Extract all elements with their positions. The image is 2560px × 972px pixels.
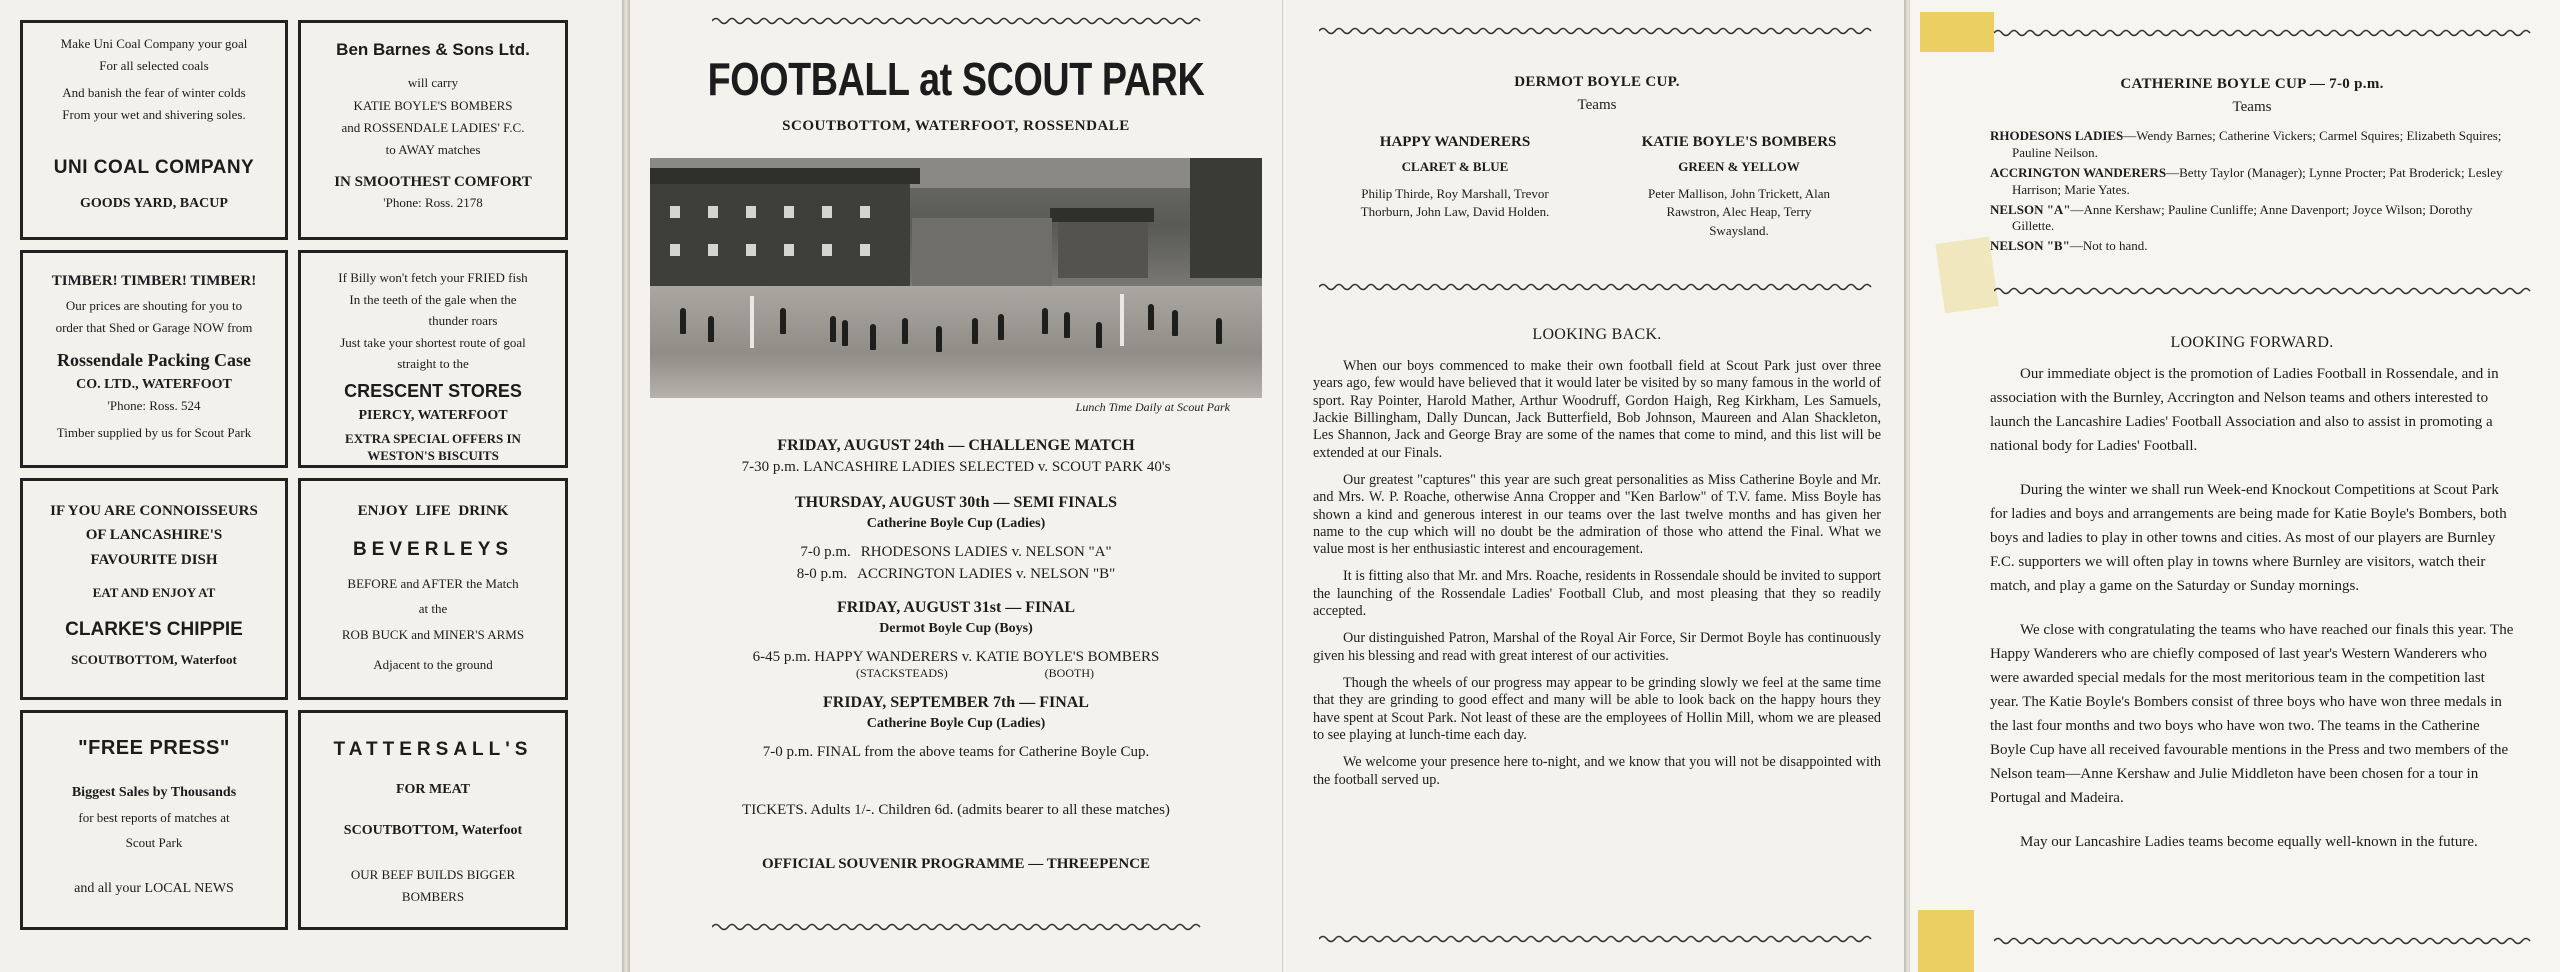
page-fold <box>622 0 630 972</box>
ad-line: BEFORE and AFTER the Match <box>347 575 519 591</box>
team-happy-wanderers <box>1313 132 1597 241</box>
ad-line: OF LANCASHIRE'S <box>85 527 223 544</box>
wavy-rule <box>1319 282 1875 292</box>
ad-crescent-stores <box>298 250 568 468</box>
ad-place: SCOUTBOTTOM, Waterfoot <box>343 822 523 838</box>
ad-line: OUR BEEF BUILDS BIGGER <box>350 867 516 883</box>
ad-line: ROB BUCK and MINER'S ARMS <box>341 626 525 642</box>
wavy-rule <box>712 16 1202 26</box>
ad-line: thunder roars <box>428 313 498 329</box>
ad-line: From your wet and shivering soles. <box>62 106 246 122</box>
ad-highlight: IN SMOOTHEST COMFORT <box>334 174 532 191</box>
dermot-page <box>1282 0 1910 972</box>
ad-sub: SCOUTBOTTOM, Waterfoot <box>71 651 237 667</box>
programme-title: FOOTBALL at SCOUT PARK <box>707 53 1205 105</box>
ad-top: ENJOY LIFE DRINK <box>357 503 509 519</box>
ad-company-2: CO. LTD., WATERFOOT <box>76 376 232 392</box>
ad-tattersalls <box>298 710 568 930</box>
ad-line: KATIE BOYLE'S BOMBERS <box>353 98 513 114</box>
ad-line: IF YOU ARE CONNOISSEURS <box>50 503 258 519</box>
team-name: NELSON "B" <box>1990 238 2070 254</box>
team-players: —Wendy Barnes; Catherine Vickers; Carmel Squires; Elizabeth Squires; Pauline Neilson. <box>2012 128 2502 160</box>
team-name: KATIE BOYLE'S BOMBERS <box>1641 134 1837 150</box>
paragraph: When our boys commenced to make their own football field at Scout Park just over three years ago, few would have believed that it would later be visited by so many famous in the world of sport. Ray Pointer, Harold Mather, Arthur Woodruff, Gordon Haigh, Reg Kirkham, Les Samuels, Jackie Billingham, Dally Duncan, Jack Butterfield, Bob Johnson, Maureen and Alan Shackleton, Les Shannon, Jack and George Bray are some of the names that come to mind, and this list will be extended at our Finals. <box>1313 358 1881 461</box>
ad-line: will carry <box>407 74 459 90</box>
team-players: —Anne Kershaw; Pauline Cunliffe; Anne Davenport; Joyce Wilson; Dorothy Gillette. <box>2012 201 2473 234</box>
paragraph: Our distinguished Patron, Marshal of the Royal Air Force, Sir Dermot Boyle has continuously given his blessing and read with great interest of our activities. <box>1313 630 1881 664</box>
cup-heading: DERMOT BOYLE CUP. <box>1514 74 1680 90</box>
ad-sub: PIERCY, WATERFOOT <box>358 408 508 424</box>
fixture-time: 7-0 p.m. <box>800 544 851 561</box>
ad-line: Our prices are shouting for you to <box>65 298 243 314</box>
team-name: ACCRINGTON WANDERERS <box>1990 164 2167 180</box>
ad-line: Biggest Sales by Thousands <box>71 785 237 800</box>
ad-title: TIMBER! TIMBER! TIMBER! <box>51 273 257 289</box>
teams-label: Teams <box>2232 99 2272 115</box>
team-entry <box>1990 128 2514 162</box>
ad-title: CRESCENT STORES <box>344 380 522 401</box>
paragraph: Our greatest "captures" this year are such great personalities as Miss Catherine Boyle and Mr. and Mrs. W. P. Roache, otherwise Anna Cropper and "Ken Barlow" of T.V. fame. Miss Boyle has shown a kind and generous interest in our teams over the last twelve months and has given her name to the cup which will no doubt be the admiration of those who attend the Final. What we value most is her enthusiastic interest and encouragement. <box>1313 471 1881 558</box>
ad-extra: EXTRA SPECIAL OFFERS IN <box>345 430 521 446</box>
ad-sub: Timber supplied by us for Scout Park <box>56 425 252 441</box>
fixture-list <box>650 428 1262 875</box>
ad-line: order that Shed or Garage NOW from <box>55 319 253 335</box>
ad-title: Ben Barnes & Sons Ltd. <box>336 40 530 59</box>
team-players: —Betty Taylor (Manager); Lynne Procter; Pat Broderick; Lesley Harrison; Marie Yates. <box>2012 164 2503 197</box>
ad-title: UNI COAL COMPANY <box>53 157 255 179</box>
ad-mid: FOR MEAT <box>395 781 470 797</box>
souvenir-line: OFFICIAL SOUVENIR PROGRAMME — THREEPENCE <box>761 855 1151 872</box>
teams-label: Teams <box>1577 97 1617 113</box>
paragraph: May our Lancashire Ladies teams become equally well-known in the future. <box>2020 834 2478 850</box>
tickets-line: TICKETS. Adults 1/-. Children 6d. (admits bearer to all these matches) <box>742 801 1170 818</box>
ad-timber <box>20 250 288 468</box>
team-name: NELSON "A" <box>1990 201 2071 217</box>
ad-clarkes-chippie <box>20 478 288 700</box>
fixture-line: 6-45 p.m. HAPPY WANDERERS v. KATIE BOYLE'S BOMBERS <box>752 649 1160 666</box>
fixture-row <box>650 542 1262 564</box>
ad-eat: EAT AND ENJOY AT <box>92 584 216 600</box>
ad-line: BOMBERS <box>401 888 465 904</box>
fixture-line: 7-30 p.m. LANCASHIRE LADIES SELECTED v. SCOUT PARK 40's <box>741 459 1171 476</box>
ad-line: If Billy won't fetch your FRIED fish <box>338 270 528 285</box>
fixture-time: 8-0 p.m. <box>796 566 848 583</box>
fixture-match: ACCRINGTON LADIES v. NELSON "B" <box>857 566 1116 583</box>
paragraph: It is fitting also that Mr. and Mrs. Roache, residents in Rossendale should be invited to support the launching of the Rossendale Ladies' Football Club, and most pleasing that they so readily accepted. <box>1313 568 1881 620</box>
ad-line: and ROSSENDALE LADIES' F.C. <box>341 120 525 136</box>
team-entry <box>1990 202 2514 236</box>
ad-free-press <box>20 710 288 930</box>
fixture-heading: THURSDAY, AUGUST 30th — SEMI FINALS <box>794 493 1118 511</box>
ad-line: at the <box>418 601 448 617</box>
fixture-heading: FRIDAY, AUGUST 31st — FINAL <box>836 598 1076 616</box>
wavy-rule <box>1319 934 1875 944</box>
ad-line: For all selected coals <box>99 57 209 73</box>
ad-line: Make Uni Coal Company your goal <box>60 36 248 51</box>
fixture-match: RHODESONS LADIES v. NELSON "A" <box>860 544 1112 561</box>
paragraph: Though the wheels of our progress may appear to be grinding slowly we feel at the same time that they are grinding to good effect and many will be able to look back on the happy hours they have spent at Scout Park. Not least of these are the employees of Hollin Mill, whom we are pleased to see playing at lunch-time each day. <box>1313 675 1881 743</box>
looking-back <box>1313 326 1881 799</box>
wavy-rule <box>712 922 1202 932</box>
section-heading: LOOKING FORWARD. <box>2170 334 2334 351</box>
ads-page <box>0 0 625 972</box>
ad-line: And banish the fear of winter colds <box>62 85 246 101</box>
fixture-row <box>650 564 1262 586</box>
team-players: Philip Thirde, Roy Marshall, Trevor Thorburn, John Law, David Holden. <box>1360 185 1550 220</box>
photo-caption: Lunch Time Daily at Scout Park <box>1075 400 1230 414</box>
ad-line: Scout Park <box>125 835 183 851</box>
ad-sub: GOODS YARD, BACUP <box>80 195 228 211</box>
team-colours: GREEN & YELLOW <box>1678 158 1800 174</box>
ad-uni-coal <box>20 20 288 240</box>
ad-line: to AWAY matches <box>385 141 481 157</box>
programme-subtitle: SCOUTBOTTOM, WATERFOOT, ROSSENDALE <box>782 118 1130 134</box>
wavy-rule <box>1994 28 2534 38</box>
ad-title: BEVERLEYS <box>352 539 514 561</box>
paragraph: We close with congratulating the teams who have reached our finals this year. The Happy Wanderers who are chiefly composed of last year's Western Wanderers who were awarded special medals for the most meritorious team in the competition last year. The Katie Boyle's Bombers consist of three boys who have won three medals in the last four months and two boys who have won two. The teams in the Catherine Boyle Cup have all received favourable mentions in the Press and two members of the Nelson team—Anne Kershaw and Julie Middleton have been chosen for a tour in Portugal and Madeira. <box>1990 622 2514 806</box>
cup-heading: CATHERINE BOYLE CUP — 7-0 p.m. <box>2120 76 2384 92</box>
wavy-rule <box>1994 936 2534 946</box>
team-name: RHODESONS LADIES <box>1990 128 2124 143</box>
paragraph: Our immediate object is the promotion of Ladies Football in Rossendale, and in association with the Burnley, Accrington and Nelson teams and others interested to launch the Lancashire Ladies' Football Association and also to assist in promoting a national body for Ladies' Football. <box>1990 366 2499 454</box>
venue-left: (STACKSTEADS) <box>856 666 948 681</box>
ad-phone: 'Phone: Ross. 524 <box>107 397 201 413</box>
team-name: HAPPY WANDERERS <box>1379 134 1531 150</box>
venue-right: (BOOTH) <box>1044 666 1094 681</box>
fixture-cup: Catherine Boyle Cup (Ladies) <box>866 516 1046 532</box>
paragraph: We welcome your presence here to-night, and we know that you will not be disappointed with the football served up. <box>1313 754 1881 788</box>
ad-ben-barnes <box>298 20 568 240</box>
catherine-teams <box>1990 76 2514 258</box>
ad-sub: and all your LOCAL NEWS <box>74 880 234 896</box>
match-photo <box>650 158 1262 398</box>
programme-page <box>630 0 1282 972</box>
fixture-heading: FRIDAY, AUGUST 24th — CHALLENGE MATCH <box>777 437 1135 454</box>
ad-title: TATTERSALL'S <box>333 739 533 760</box>
fixture-line: 7-0 p.m. FINAL from the above teams for Catherine Boyle Cup. <box>762 744 1150 761</box>
catherine-page <box>1910 0 2560 972</box>
section-heading: LOOKING BACK. <box>1532 326 1662 343</box>
team-entry <box>1990 165 2514 199</box>
paragraph: During the winter we shall run Week-end Knockout Competitions at Scout Park for ladies and boys and arrangements are being made for Katie Boyle's Bombers, both boys and ladies to play in other towns and cities. As most of our players are Burnley F.C. supporters we will often play in towns where Burnley are visitors, watch their match, and play a game on the Saturday or Sunday mornings. <box>1990 482 2507 594</box>
ad-line: FAVOURITE DISH <box>90 551 218 568</box>
team-katie-boyles-bombers <box>1597 132 1881 241</box>
team-players: —Not to hand. <box>2069 238 2148 254</box>
team-entry <box>1990 238 2514 255</box>
tape-mark <box>1920 12 1994 52</box>
ad-title: "FREE PRESS" <box>78 737 230 759</box>
ad-line: for best reports of matches at <box>78 809 230 825</box>
tape-mark <box>1918 910 1974 972</box>
ad-company: Rossendale Packing Case <box>56 350 251 371</box>
ad-line: Just take your shortest route of goal <box>340 334 526 350</box>
team-players: Peter Mallison, John Trickett, Alan Rawstron, Alec Heap, Terry Swaysland. <box>1648 185 1830 239</box>
wavy-rule <box>1319 26 1875 36</box>
ad-line: straight to the <box>397 356 469 372</box>
ad-phone: 'Phone: Ross. 2178 <box>383 195 483 211</box>
team-colours: CLARET & BLUE <box>1401 158 1509 174</box>
wavy-rule <box>1994 286 2534 296</box>
fixture-cup: Catherine Boyle Cup (Ladies) <box>866 715 1046 731</box>
fixture-cup: Dermot Boyle Cup (Boys) <box>879 621 1033 637</box>
ad-line: In the teeth of the gale when the <box>349 291 517 307</box>
ad-title: CLARKE'S CHIPPIE <box>65 619 243 641</box>
ad-line: Adjacent to the ground <box>373 656 493 672</box>
ad-extra-2: WESTON'S BISCUITS <box>367 448 499 464</box>
dermot-teams <box>1313 74 1881 241</box>
looking-forward <box>1990 334 2514 874</box>
fixture-heading: FRIDAY, SEPTEMBER 7th — FINAL <box>823 693 1089 711</box>
ad-beverleys <box>298 478 568 700</box>
